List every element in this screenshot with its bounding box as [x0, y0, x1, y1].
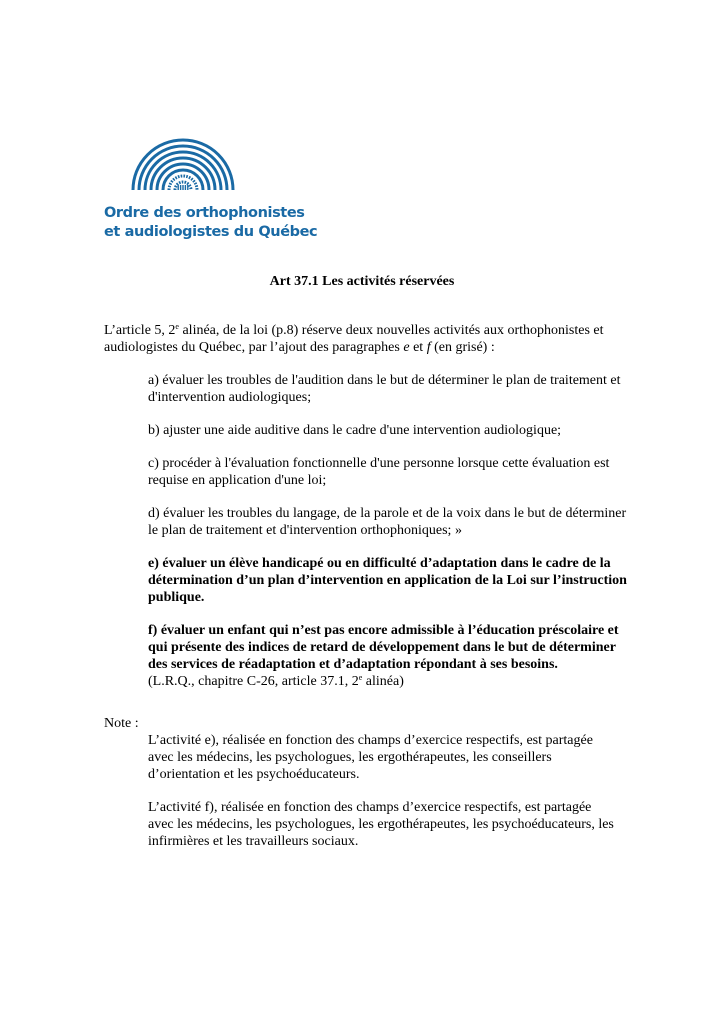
- activity-item-e: e) évaluer un élève handicapé ou en difficulté d’adaptation dans le cadre de la détermination d’un plan d’intervention en application de la Loi sur l’instruction publique.: [148, 556, 627, 605]
- note-activity-e: L’activité e), réalisée en fonction des champs d’exercice respectifs, est partagée avec les médecins, les psychologues, les ergothérapeutes, les conseillers d’orientation et les psychoéducateurs.: [148, 733, 593, 782]
- activity-item-d: d) évaluer les troubles du langage, de la parole et de la voix dans le but de déterminer le plan de traitement et d'intervention orthophoniques; »: [148, 506, 627, 538]
- intro-paragraph: [104, 322, 624, 356]
- intro-superscript: e: [175, 322, 179, 331]
- activity-item-b: b) ajuster une aide auditive dans le cadre d'une intervention audiologique;: [148, 423, 562, 438]
- intro-text-3: (en grisé) :: [430, 340, 495, 355]
- activity-list: [148, 372, 628, 690]
- activity-item-f: [148, 622, 628, 690]
- intro-text-and: et: [409, 340, 427, 355]
- concentric-arcs-logo-icon: [128, 124, 238, 192]
- intro-paragraph-f: f: [426, 340, 431, 355]
- intro-text-1: L’article 5, 2: [104, 323, 176, 338]
- reference-text-2: alinéa): [362, 674, 404, 689]
- notes-block: [148, 732, 618, 866]
- organization-logo: [104, 124, 318, 244]
- logo-text-line-1: Ordre des orthophonistes: [104, 205, 305, 221]
- reference-superscript: e: [358, 673, 363, 682]
- note-label: Note :: [104, 716, 139, 731]
- activity-item-c: c) procéder à l'évaluation fonctionnelle d'une personne lorsque cette évaluation est requise en application d'une loi;: [148, 456, 610, 488]
- page-title: Art 37.1 Les activités réservées: [269, 274, 455, 289]
- legal-reference: [148, 673, 628, 690]
- intro-text-2: alinéa, de la loi (p.8) réserve deux nouvelles activités aux orthophonistes et audiologistes du Québec, par l’ajout des paragraphes: [104, 323, 604, 355]
- reference-text-1: (L.R.Q., chapitre C-26, article 37.1, 2: [148, 674, 359, 689]
- logo-text: [104, 204, 318, 242]
- note-activity-f: L’activité f), réalisée en fonction des champs d’exercice respectifs, est partagée avec les médecins, les psychologues, les ergothérapeutes, les psychoéducateurs, les infirmières et les travailleurs sociaux.: [148, 800, 614, 849]
- activity-item-a: a) évaluer les troubles de l'audition dans le but de déterminer le plan de traitement et d'intervention audiologiques;: [148, 373, 621, 405]
- activity-item-f-text: f) évaluer un enfant qui n’est pas encore admissible à l’éducation préscolaire et qui présente des indices de retard de développement dans le but de déterminer des services de réadaptation et d’adaptation répondant à ses besoins.: [148, 623, 619, 672]
- logo-text-line-2: et audiologistes du Québec: [104, 224, 318, 240]
- intro-paragraph-e: e: [403, 340, 410, 355]
